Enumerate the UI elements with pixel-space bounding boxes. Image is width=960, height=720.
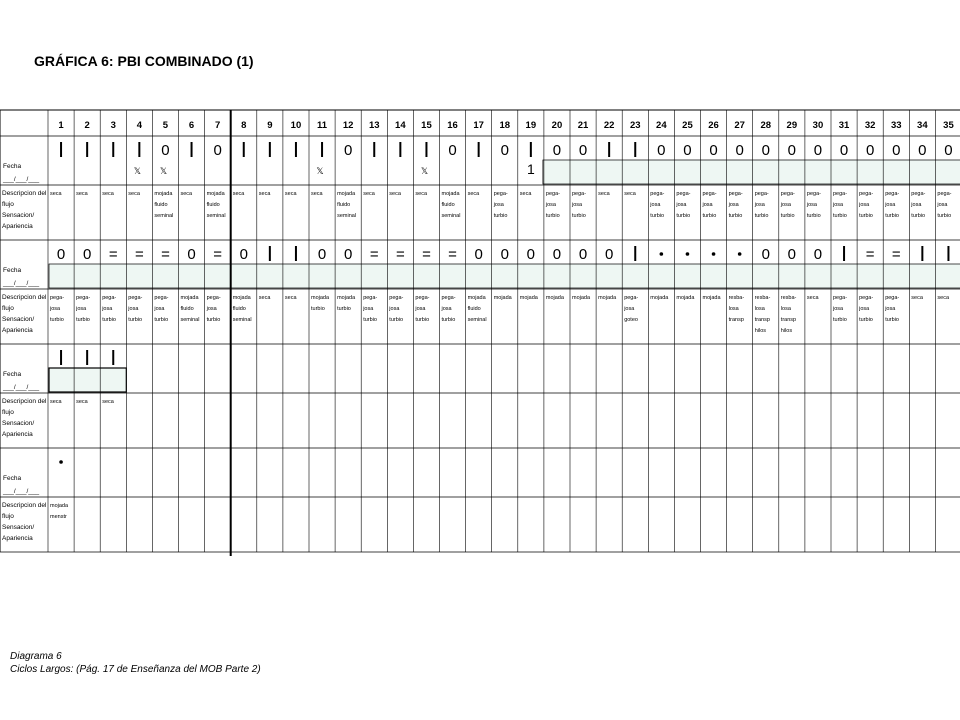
description-text: mojada xyxy=(311,295,330,301)
descripcion-label: Sensacion/ xyxy=(2,212,35,219)
day-number: 35 xyxy=(943,120,954,131)
day-number: 10 xyxy=(290,120,302,131)
description-text: seca xyxy=(50,399,62,405)
day-number: 34 xyxy=(917,120,928,131)
description-text: seca xyxy=(284,191,297,197)
description-text: turbio xyxy=(780,213,795,219)
description-text: pega- xyxy=(728,191,743,197)
description-text: josa xyxy=(833,202,844,208)
descripcion-label: Sensacion/ xyxy=(2,524,35,531)
description-text: seca xyxy=(180,191,193,197)
description-text: seca xyxy=(258,295,271,301)
symbol-mark: 0 xyxy=(735,142,744,159)
day-number: 7 xyxy=(215,120,221,131)
description-text: seminal xyxy=(206,213,226,219)
description-text: turbio xyxy=(363,317,377,323)
description-text: josa xyxy=(728,202,739,208)
description-text: josa xyxy=(859,306,870,312)
description-text: josa xyxy=(154,306,165,312)
day-number: 26 xyxy=(708,120,719,131)
description-text: turbio xyxy=(833,213,847,219)
descripcion-label: Apariencia xyxy=(2,535,33,542)
symbol-mark: 0 xyxy=(213,142,222,159)
sub-mark: 𝕏 xyxy=(133,166,141,176)
description-text: resba- xyxy=(728,295,745,301)
description-text: turbio xyxy=(206,317,221,323)
description-text: josa xyxy=(833,306,844,312)
description-text: turbio xyxy=(572,213,586,219)
description-text: pega- xyxy=(493,191,508,197)
day-number: 19 xyxy=(525,120,537,131)
description-text: seminal xyxy=(467,317,487,323)
caption-line-1: Diagrama 6 xyxy=(10,651,62,662)
description-text: josa xyxy=(493,202,504,208)
description-text: mojada xyxy=(493,295,512,301)
symbol-mark: = xyxy=(213,246,223,263)
day-number: 8 xyxy=(241,120,247,131)
description-text: pega- xyxy=(128,295,143,301)
day-number: 9 xyxy=(267,120,273,131)
date-entry-box xyxy=(543,160,960,184)
day-number: 30 xyxy=(812,120,824,131)
symbol-dot xyxy=(660,252,664,256)
description-text: seminal xyxy=(337,213,357,219)
description-text: pega- xyxy=(545,191,560,197)
day-number: 27 xyxy=(734,120,745,131)
description-text: josa xyxy=(389,306,400,312)
description-text: pega- xyxy=(624,295,639,301)
description-text: josa xyxy=(676,202,687,208)
description-text: josa xyxy=(206,306,217,312)
description-text: josa xyxy=(415,306,426,312)
date-entry-box xyxy=(49,368,126,392)
description-text: mojada xyxy=(598,295,617,301)
symbol-mark: 0 xyxy=(709,142,718,159)
description-text: seca xyxy=(519,191,532,197)
description-text: seca xyxy=(598,191,610,197)
symbol-mark: 0 xyxy=(500,246,509,263)
fecha-date-placeholder: ___/___/___ xyxy=(3,384,40,391)
descripcion-label: flujo xyxy=(2,305,14,312)
symbol-mark: = xyxy=(865,246,875,263)
fecha-label: Fecha xyxy=(3,267,22,274)
symbol-mark: = xyxy=(891,246,901,263)
description-text: pega- xyxy=(363,295,378,301)
description-text: turbio xyxy=(650,213,665,219)
day-number: 16 xyxy=(447,120,458,131)
description-text: transp xyxy=(780,317,797,323)
description-text: josa xyxy=(441,306,452,312)
fecha-date-placeholder: ___/___/___ xyxy=(3,488,40,495)
description-text: josa xyxy=(572,202,583,208)
description-text: mojada xyxy=(572,295,591,301)
symbol-mark: 0 xyxy=(892,142,901,159)
descripcion-label: Descripcion del xyxy=(2,398,47,405)
description-text: josa xyxy=(937,202,948,208)
symbol-mark: 0 xyxy=(187,246,196,263)
description-text: mojada xyxy=(50,503,69,509)
description-text: seca xyxy=(363,191,375,197)
descripcion-label: flujo xyxy=(2,513,14,520)
description-text: josa xyxy=(363,306,374,312)
symbol-mark: 0 xyxy=(526,246,536,263)
day-number: 20 xyxy=(551,120,563,131)
day-number: 11 xyxy=(317,120,328,131)
day-number: 15 xyxy=(421,120,432,131)
description-text: turbio xyxy=(389,317,404,323)
description-text: mojada xyxy=(337,191,356,197)
description-text: seca xyxy=(76,399,88,405)
description-text: goteo xyxy=(624,317,638,323)
day-number: 24 xyxy=(656,120,667,131)
symbol-mark: 0 xyxy=(552,142,562,159)
description-text: mojada xyxy=(545,295,564,301)
description-text: pega- xyxy=(911,191,926,197)
description-text: pega- xyxy=(702,191,717,197)
page-title: GRÁFICA 6: PBI COMBINADO (1) xyxy=(34,53,254,69)
description-text: pega- xyxy=(806,191,821,197)
description-text: fluido xyxy=(206,202,220,208)
sub-mark: 𝕏 xyxy=(420,166,429,176)
day-number: 21 xyxy=(577,120,589,131)
description-text: seca xyxy=(128,191,140,197)
description-text: pega- xyxy=(389,295,404,301)
description-text: turbio xyxy=(911,213,926,219)
fecha-label: Fecha xyxy=(3,371,22,378)
symbol-mark: 0 xyxy=(944,142,953,159)
symbol-mark: 0 xyxy=(239,246,248,263)
day-number: 5 xyxy=(162,120,169,131)
symbol-mark: 0 xyxy=(56,246,66,263)
fecha-label: Fecha xyxy=(3,163,22,170)
description-text: losa xyxy=(780,306,791,312)
symbol-mark: = xyxy=(108,246,118,263)
day-number: 25 xyxy=(682,120,693,131)
descripcion-label: Sensacion/ xyxy=(2,316,35,323)
description-text: pega- xyxy=(859,295,874,301)
symbol-mark: 0 xyxy=(578,246,588,263)
description-text: turbio xyxy=(833,317,847,323)
description-text: hilos xyxy=(780,328,793,334)
day-number: 31 xyxy=(838,120,850,131)
description-text: josa xyxy=(102,306,113,312)
symbol-mark: 0 xyxy=(761,142,770,159)
description-text: fluido xyxy=(232,306,246,312)
day-number: 1 xyxy=(58,120,64,131)
description-text: seca xyxy=(806,295,819,301)
description-text: turbio xyxy=(885,317,899,323)
symbol-mark: 0 xyxy=(761,246,770,263)
description-text: pega- xyxy=(833,191,848,197)
descripcion-label: Descripcion del xyxy=(2,190,47,197)
descripcion-label: flujo xyxy=(2,409,14,416)
fecha-label: Fecha xyxy=(3,475,22,482)
description-text: losa xyxy=(728,306,739,312)
descripcion-label: Descripcion del xyxy=(2,502,47,509)
description-text: turbio xyxy=(859,213,873,219)
symbol-mark: = xyxy=(161,246,170,263)
description-text: mojada xyxy=(650,295,669,301)
description-text: turbio xyxy=(676,213,691,219)
description-text: mojada xyxy=(180,295,199,301)
description-text: turbio xyxy=(154,317,169,323)
description-text: resba- xyxy=(754,295,771,301)
description-text: turbio xyxy=(545,213,560,219)
day-number: 33 xyxy=(890,120,902,131)
date-entry-box xyxy=(49,264,960,288)
description-text: turbio xyxy=(728,213,743,219)
description-text: fluido xyxy=(441,202,455,208)
description-text: seca xyxy=(467,191,480,197)
description-text: pega- xyxy=(441,295,456,301)
description-text: mojada xyxy=(676,295,695,301)
description-text: seca xyxy=(389,191,401,197)
description-text: seca xyxy=(284,295,297,301)
day-number: 3 xyxy=(110,120,116,131)
description-text: seminal xyxy=(154,213,174,219)
symbol-mark: 0 xyxy=(474,246,483,263)
descripcion-label: Sensacion/ xyxy=(2,420,35,427)
description-text: pega- xyxy=(859,191,874,197)
description-text: fluido xyxy=(337,202,351,208)
symbol-mark: 0 xyxy=(657,142,666,159)
symbol-mark: = xyxy=(395,246,405,263)
description-text: pega- xyxy=(754,191,769,197)
description-text: pega- xyxy=(833,295,848,301)
day-number: 32 xyxy=(864,120,876,131)
description-text: mojada xyxy=(337,295,356,301)
symbol-mark: = xyxy=(134,246,144,263)
description-text: resba- xyxy=(780,295,797,301)
descripcion-label: Descripcion del xyxy=(2,294,47,301)
description-text: pega- xyxy=(885,191,900,197)
description-text: pega- xyxy=(885,295,900,301)
description-text: turbio xyxy=(493,213,508,219)
descripcion-label: Apariencia xyxy=(2,327,33,334)
description-text: turbio xyxy=(415,317,430,323)
description-text: turbio xyxy=(76,317,90,323)
day-number: 2 xyxy=(84,120,90,131)
fecha-date-placeholder: ___/___/___ xyxy=(3,280,40,287)
description-text: seca xyxy=(102,399,114,405)
description-text: pega- xyxy=(154,295,169,301)
description-text: mojada xyxy=(441,191,460,197)
description-text: mojada xyxy=(154,191,173,197)
description-text: seminal xyxy=(180,317,200,323)
description-text: josa xyxy=(911,202,922,208)
description-text: seca xyxy=(911,295,923,301)
description-text: josa xyxy=(806,202,817,208)
symbol-mark: 0 xyxy=(787,246,797,263)
symbol-mark: 0 xyxy=(604,246,614,263)
sub-mark: 𝕏 xyxy=(159,166,168,176)
description-text: pega- xyxy=(572,191,587,197)
day-number: 17 xyxy=(473,120,484,131)
description-text: turbio xyxy=(441,317,456,323)
description-text: pega- xyxy=(76,295,91,301)
description-text: josa xyxy=(76,306,87,312)
symbol-mark: 0 xyxy=(918,142,927,159)
description-text: seca xyxy=(232,191,245,197)
description-text: josa xyxy=(50,306,61,312)
description-text: josa xyxy=(885,202,896,208)
symbol-mark: 0 xyxy=(343,246,353,263)
description-text: josa xyxy=(859,202,870,208)
description-text: mojada xyxy=(702,295,721,301)
symbol-mark: 0 xyxy=(813,142,823,159)
description-text: josa xyxy=(650,202,661,208)
description-text: fluido xyxy=(467,306,481,312)
sub-mark: 𝕏 xyxy=(316,166,324,176)
symbol-mark: = xyxy=(448,246,457,263)
day-number: 28 xyxy=(760,120,772,131)
description-text: turbio xyxy=(754,213,769,219)
description-text: turbio xyxy=(311,306,325,312)
day-number: 29 xyxy=(786,120,798,131)
symbol-mark: 0 xyxy=(161,142,170,159)
description-text: turbio xyxy=(128,317,143,323)
symbol-dot xyxy=(59,460,63,464)
description-text: pega- xyxy=(206,295,221,301)
description-text: pega- xyxy=(50,295,65,301)
description-text: turbio xyxy=(337,306,351,312)
fecha-date-placeholder: ___/___/___ xyxy=(3,176,40,183)
symbol-mark: 0 xyxy=(813,246,823,263)
description-text: turbio xyxy=(50,317,64,323)
symbol-mark: 0 xyxy=(552,246,562,263)
symbol-mark: 0 xyxy=(317,246,327,263)
description-text: seca xyxy=(258,191,271,197)
description-text: pega- xyxy=(780,191,795,197)
symbol-mark: = xyxy=(369,246,379,263)
descripcion-label: Apariencia xyxy=(2,223,33,230)
symbol-mark: 0 xyxy=(865,142,875,159)
description-text: turbio xyxy=(859,317,873,323)
caption-line-2: Ciclos Largos: (Pág. 17 de Enseñanza del MOB Parte 2) xyxy=(10,664,261,675)
symbol-mark: = xyxy=(422,246,431,263)
day-number: 23 xyxy=(629,120,641,131)
description-text: mojada xyxy=(467,295,486,301)
description-text: transp xyxy=(754,317,770,323)
description-text: losa xyxy=(754,306,765,312)
description-text: seminal xyxy=(232,317,252,323)
descripcion-label: Apariencia xyxy=(2,431,33,438)
symbol-dot xyxy=(712,252,716,256)
description-text: turbio xyxy=(702,213,717,219)
description-text: turbio xyxy=(806,213,821,219)
symbol-mark: 0 xyxy=(839,142,849,159)
symbol-mark: 0 xyxy=(787,142,797,159)
day-number: 13 xyxy=(368,120,380,131)
description-text: pega- xyxy=(650,191,665,197)
symbol-mark: 0 xyxy=(683,142,692,159)
description-text: seca xyxy=(311,191,323,197)
day-number: 6 xyxy=(188,120,195,131)
description-text: seca xyxy=(50,191,62,197)
symbol-mark: 0 xyxy=(343,142,353,159)
symbol-dot xyxy=(738,252,742,256)
description-text: seca xyxy=(76,191,88,197)
description-text: transp xyxy=(728,317,744,323)
symbol-dot xyxy=(686,252,690,256)
description-text: fluido xyxy=(180,306,194,312)
description-text: seca xyxy=(937,295,950,301)
symbol-mark: 0 xyxy=(82,246,92,263)
description-text: turbio xyxy=(102,317,116,323)
symbol-mark: 0 xyxy=(578,142,588,159)
description-text: pega- xyxy=(415,295,430,301)
description-text: mojada xyxy=(519,295,538,301)
description-text: pega- xyxy=(676,191,691,197)
sub-mark: 1 xyxy=(526,161,535,177)
description-text: fluido xyxy=(154,202,168,208)
description-text: mojada xyxy=(232,295,251,301)
description-text: seminal xyxy=(441,213,461,219)
description-text: mojada xyxy=(206,191,225,197)
day-number: 18 xyxy=(499,120,511,131)
description-text: josa xyxy=(885,306,896,312)
symbol-mark: 0 xyxy=(448,142,457,159)
description-text: turbio xyxy=(885,213,899,219)
caption xyxy=(10,650,261,676)
description-text: josa xyxy=(545,202,556,208)
description-text: pega- xyxy=(102,295,117,301)
day-number: 14 xyxy=(395,120,406,131)
description-text: seca xyxy=(415,191,428,197)
description-text: josa xyxy=(754,202,765,208)
description-text: pega- xyxy=(937,191,952,197)
description-text: josa xyxy=(128,306,139,312)
day-number: 12 xyxy=(342,120,354,131)
description-text: josa xyxy=(702,202,713,208)
day-number: 4 xyxy=(136,120,142,131)
description-text: josa xyxy=(780,202,791,208)
description-text: seca xyxy=(102,191,114,197)
descripcion-label: flujo xyxy=(2,201,14,208)
description-text: menstr xyxy=(50,514,67,520)
day-number: 22 xyxy=(603,120,615,131)
description-text: hilos xyxy=(754,328,767,334)
description-text: josa xyxy=(624,306,635,312)
description-text: turbio xyxy=(937,213,952,219)
symbol-mark: 0 xyxy=(500,142,509,159)
description-text: seca xyxy=(624,191,636,197)
